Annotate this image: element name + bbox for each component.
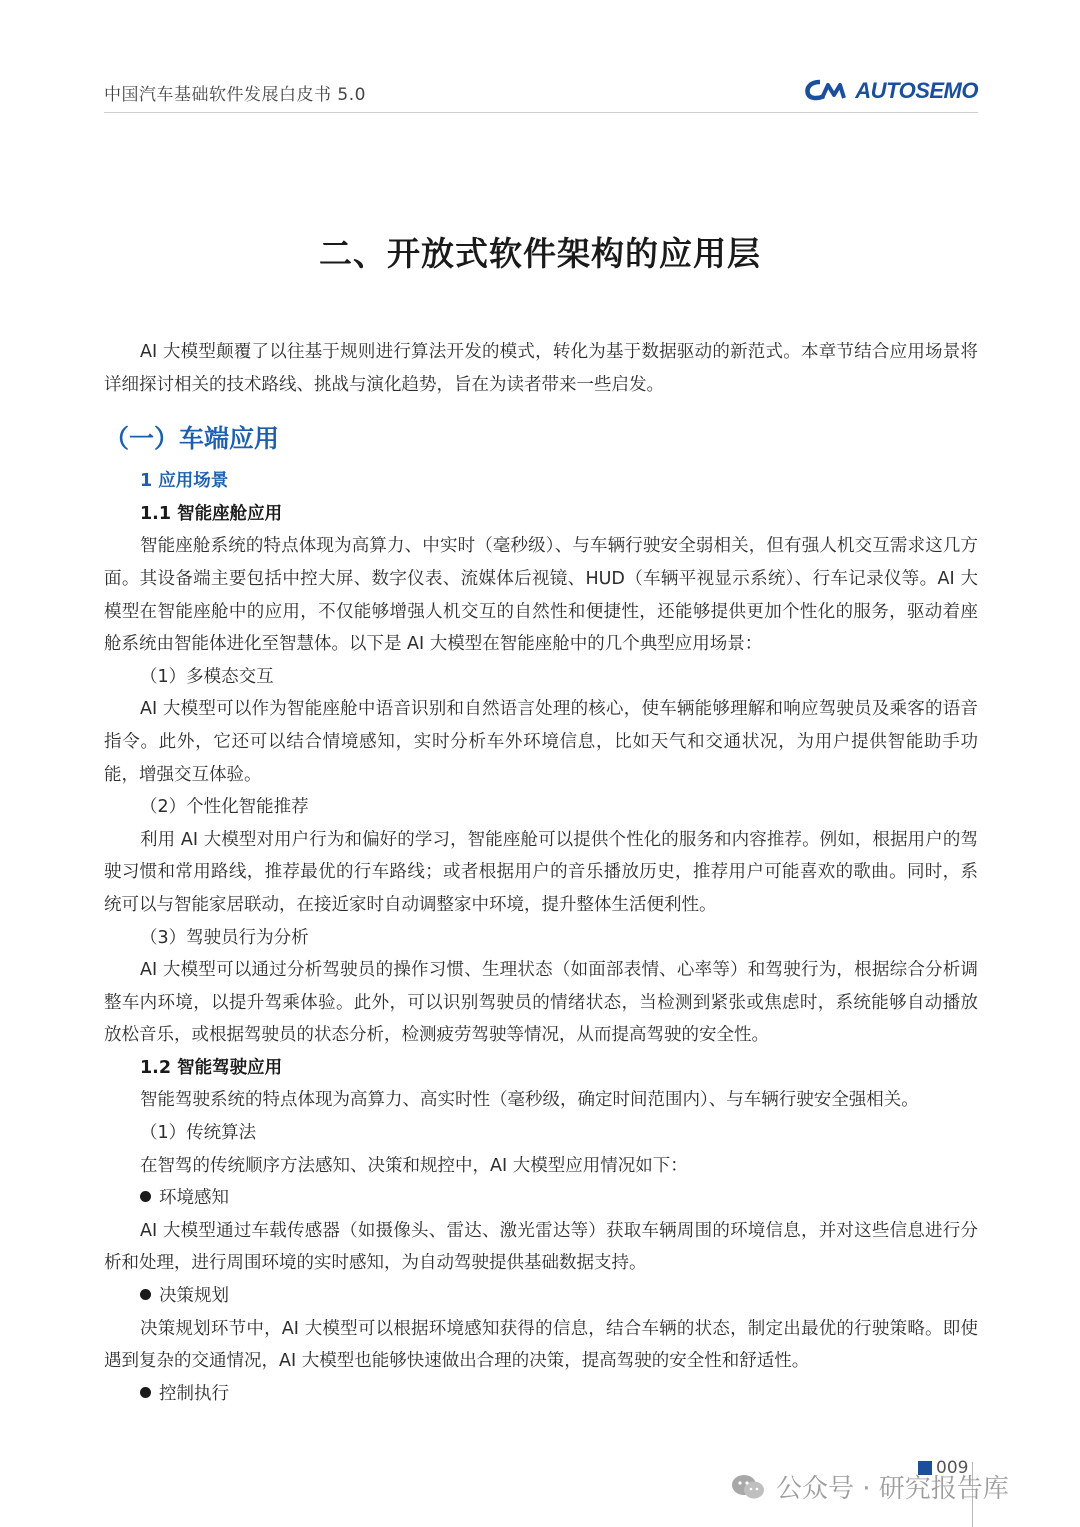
- page-number: 009: [936, 1458, 969, 1478]
- page-header: [104, 76, 978, 108]
- cm-logo-icon: [804, 78, 850, 102]
- bullet-text: 决策规划环节中，AI 大模型可以根据环境感知获得的信息，结合车辆的状态，制定出最优的行驶策略。即使遇到复杂的交通情况，AI 大模型也能够快速做出合理的决策，提高驾驶的安全性和舒适性。: [104, 1318, 978, 1372]
- subsection-heading-cockpit: 1.1 智能座舱应用: [140, 503, 283, 524]
- header-title: 中国汽车基础软件发展白皮书 5.0: [104, 85, 366, 105]
- autosemo-logo: [804, 78, 978, 106]
- bullet-item: [104, 1280, 978, 1313]
- item-title: （3）驾驶员行为分析: [140, 927, 309, 948]
- bullet-label: 控制执行: [159, 1383, 229, 1404]
- watermark-text: 公众号 · 研究报告库: [776, 1474, 1009, 1504]
- bullet-text: AI 大模型通过车载传感器（如摄像头、雷达、激光雷达等）获取车辆周围的环境信息，并对这些信息进行分析和处理，进行周围环境的实时感知，为自动驾驶提供基础数据支持。: [104, 1220, 978, 1274]
- bullet-dot-icon: [140, 1387, 151, 1398]
- item-title: （1）多模态交互: [140, 666, 274, 687]
- chapter-title: 二、开放式软件架构的应用层: [319, 234, 761, 273]
- wechat-icon: [730, 1473, 766, 1501]
- intro-paragraph: AI 大模型颠覆了以往基于规则进行算法开发的模式，转化为基于数据驱动的新范式。本章节结合应用场景将详细探讨相关的技术路线、挑战与演化趋势，旨在为读者带来一些启发。: [104, 342, 978, 395]
- bullet-dot-icon: [140, 1289, 151, 1300]
- section-heading: （一）车端应用: [104, 424, 280, 454]
- bullet-label: 决策规划: [159, 1286, 229, 1307]
- bullet-item: [104, 1182, 978, 1215]
- item-text: AI 大模型可以通过分析驾驶员的操作习惯、生理状态（如面部表情、心率等）和驾驶行为，根据综合分析调整车内环境，以提升驾乘体验。此外，可以识别驾驶员的情绪状态，当检测到紧张或焦虑时，系统能够自动播放放松音乐，或根据驾驶员的状态分析，检测疲劳驾驶等情况，从而提高驾驶的安全性。: [104, 960, 978, 1046]
- subsection-heading-driving: 1.2 智能驾驶应用: [140, 1057, 283, 1078]
- bullet-dot-icon: [140, 1191, 151, 1202]
- item-text: 利用 AI 大模型对用户行为和偏好的学习，智能座舱可以提供个性化的服务和内容推荐。例如，根据用户的驾驶习惯和常用路线，推荐最优的行车路线；或者根据用户的音乐播放历史，推荐用户可能喜欢的歌曲。同时，系统可以与智能家居联动，在接近家时自动调整家中环境，提升整体生活便利性。: [104, 829, 978, 915]
- bullet-label: 环境感知: [159, 1188, 229, 1209]
- bullet-item: [104, 1378, 978, 1411]
- logo-text: AUTOSEMO: [855, 78, 978, 103]
- cockpit-paragraph: 智能座舱系统的特点体现为高算力、中实时（毫秒级）、与车辆行驶安全弱相关，但有强人机交互需求这几方面。其设备端主要包括中控大屏、数字仪表、流媒体后视镜、HUD（车辆平视显示系统）、行车记录仪等。AI 大模型在智能座舱中的应用，不仅能够增强人机交互的自然性和便捷性，还能够提供更加个性化的服务，驱动着座舱系统由智能体进化至智慧体。以下是 AI 大模型在智能座舱中的几个典型应用场景：: [104, 536, 978, 655]
- item-title: （1）传统算法: [140, 1123, 257, 1144]
- driving-paragraph: 智能驾驶系统的特点体现为高算力、高实时性（毫秒级，确定时间范围内）、与车辆行驶安全强相关。: [140, 1090, 919, 1111]
- algo-paragraph: 在智驾的传统顺序方法感知、决策和规控中，AI 大模型应用情况如下：: [140, 1155, 688, 1176]
- item-text: AI 大模型可以作为智能座舱中语音识别和自然语言处理的核心，使车辆能够理解和响应驾驶员及乘客的语音指令。此外，它还可以结合情境感知，实时分析车外环境信息，比如天气和交通状况，为用户提供智能助手功能，增强交互体验。: [104, 699, 978, 785]
- header-divider: [104, 112, 978, 113]
- item-title: （2）个性化智能推荐: [140, 797, 309, 818]
- watermark: [730, 1468, 1009, 1505]
- subsection-heading: 1 应用场景: [140, 471, 229, 492]
- body-content: [104, 336, 978, 1410]
